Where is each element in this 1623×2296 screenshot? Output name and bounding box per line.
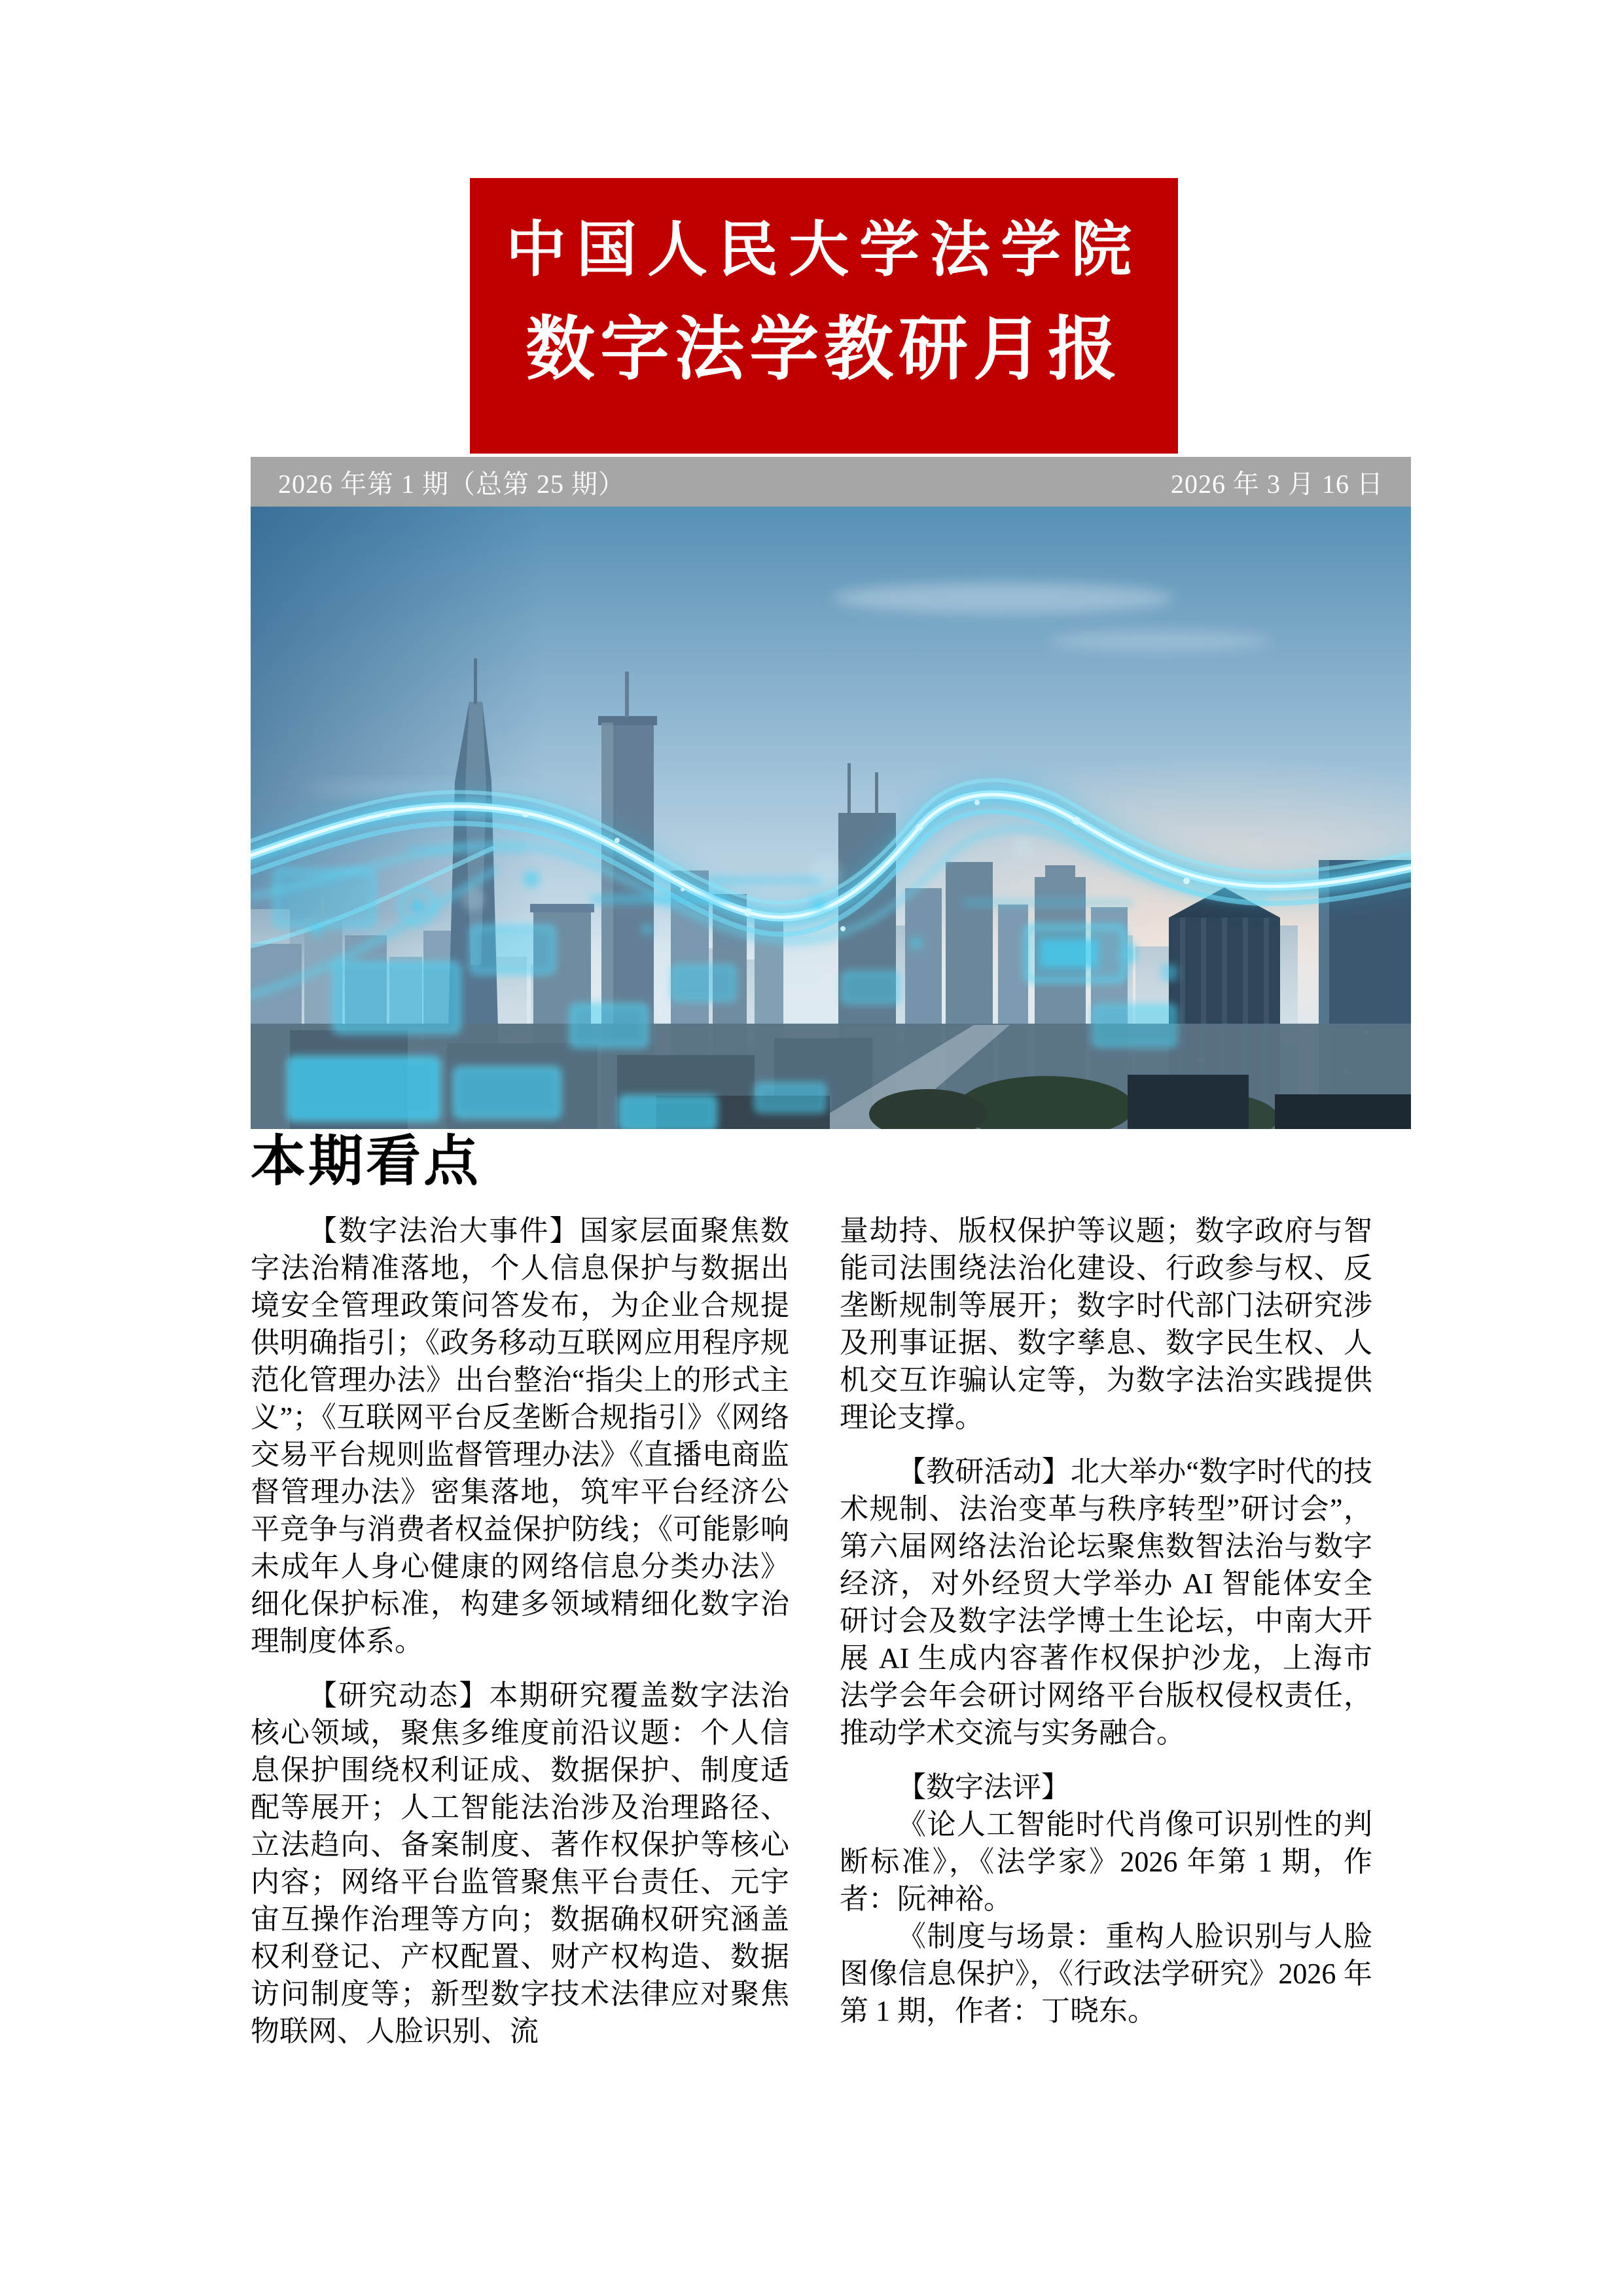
masthead-title-line1: 中国人民大学法学院	[505, 217, 1142, 283]
paragraph-research-trends-continued: 量劫持、版权保护等议题；数字政府与智能司法围绕法治化建设、行政参与权、反垄断规制等展开；数字时代部门法研究涉及刑事证据、数字孳息、数字民生权、人机交互诈骗认定等，为数字法治实践提供理论支撑。	[840, 1215, 1372, 1433]
masthead-title-line2: 数字法学教研月报	[526, 311, 1122, 388]
issue-number-label: 2026 年第 1 期（总第 25 期）	[278, 469, 625, 499]
paragraph-review-item-2: 《制度与场景：重构人脸识别与人脸图像信息保护》，《行政法学研究》2026 年第 1 期，作者：丁晓东。	[840, 1920, 1372, 2027]
left-column	[251, 1212, 789, 2050]
article-columns	[251, 1212, 1372, 2050]
paragraph-digital-law-review-heading: 【数字法评】	[897, 1771, 1070, 1803]
section-title: 本期看点	[251, 1130, 482, 1192]
masthead-banner	[470, 178, 1178, 454]
paragraph-digital-rule-of-law-events: 【数字法治大事件】国家层面聚焦数字法治精准落地，个人信息保护与数据出境安全管理政策问答发布，为企业合规提供明确指引；《政务移动互联网应用程序规范化管理办法》出台整治“指尖上的形式主义”；《互联网平台反垄断合规指引》《网络交易平台规则监督管理办法》《直播电商监督管理办法》密集落地，筑牢平台经济公平竞争与消费者权益保护防线；《可能影响未成年人身心健康的网络信息分类办法》细化保护标准，构建多领域精细化数字治理制度体系。	[251, 1215, 789, 1657]
paragraph-review-item-1: 《论人工智能时代肖像可识别性的判断标准》，《法学家》2026 年第 1 期，作者：阮神裕。	[840, 1808, 1372, 1915]
right-column	[840, 1212, 1372, 2050]
hero-image	[251, 507, 1411, 1129]
issue-date-label: 2026 年 3 月 16 日	[1171, 469, 1383, 499]
paragraph-teaching-activities: 【教研活动】北大举办“数字时代的技术规制、法治变革与秩序转型”研讨会”，第六届网络法治论坛聚焦数智法治与数字经济，对外经贸大学举办 AI 智能体安全研讨会及数字法学博士生论坛，中南大开展 AI 生成内容著作权保护沙龙，上海市法学会年会研讨网络平台版权侵权责任，推动学术交流与实务融合。	[840, 1456, 1372, 1749]
paragraph-research-trends: 【研究动态】本期研究覆盖数字法治核心领域，聚焦多维度前沿议题：个人信息保护围绕权利证成、数据保护、制度适配等展开；人工智能法治涉及治理路径、立法趋向、备案制度、著作权保护等核心内容；网络平台监管聚焦平台责任、元宇宙互操作治理等方向；数据确权研究涵盖权利登记、产权配置、财产权构造、数据访问制度等；新型数字技术法律应对聚焦物联网、人脸识别、流	[251, 1679, 789, 2047]
issue-bar	[251, 457, 1411, 507]
